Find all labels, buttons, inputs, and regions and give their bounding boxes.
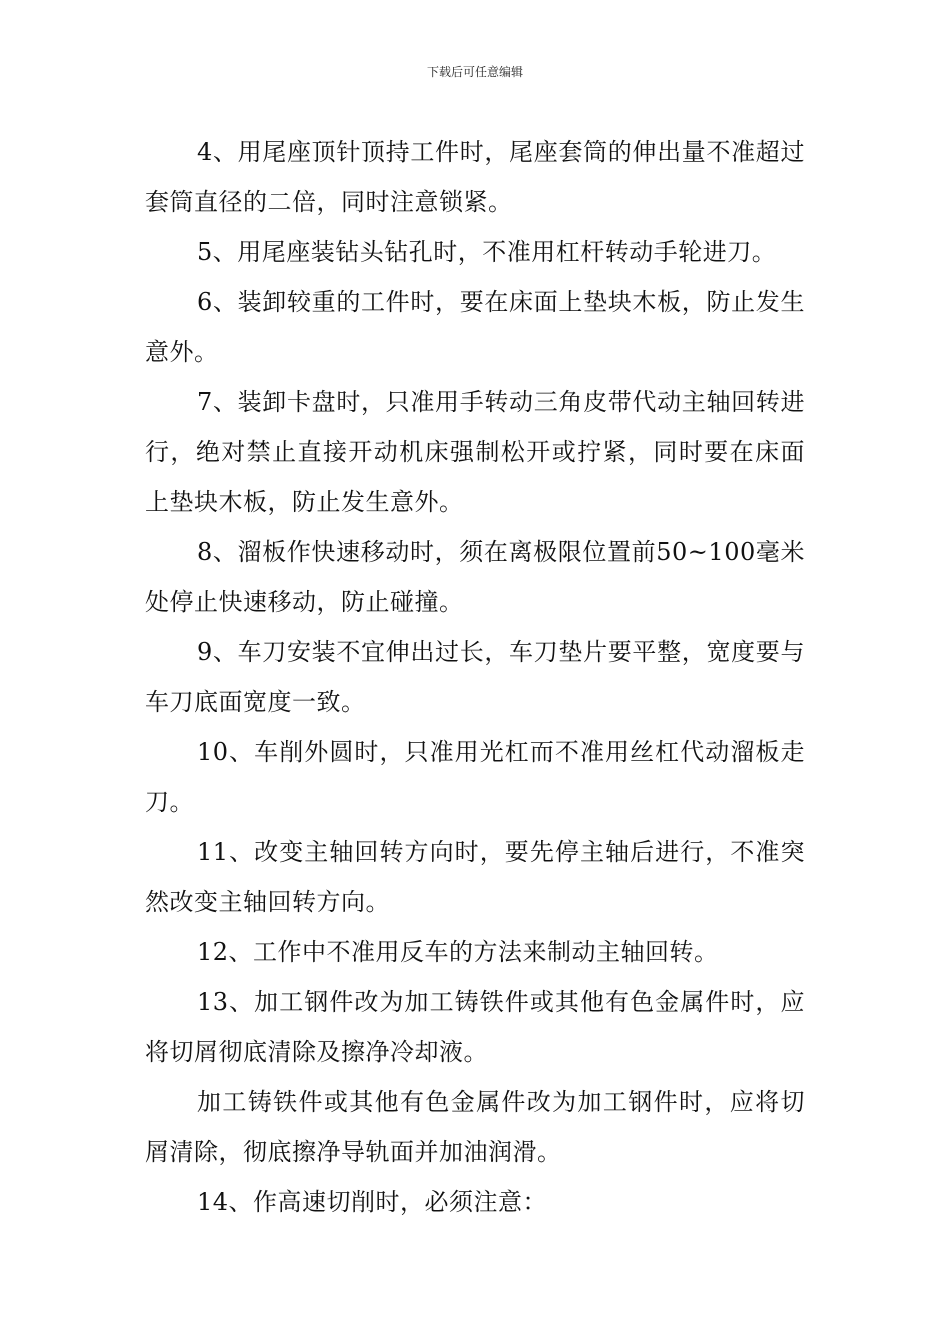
paragraph-13: 13、加工钢件改为加工铸铁件或其他有色金属件时，应将切屑彻底清除及擦净冷却液。	[145, 988, 805, 1066]
paragraph-8: 8、溜板作快速移动时，须在离极限位置前50~100毫米处停止快速移动，防止碰撞。	[145, 538, 805, 616]
paragraph-12: 12、工作中不准用反车的方法来制动主轴回转。	[197, 938, 719, 966]
paragraph-11: 11、改变主轴回转方向时，要先停主轴后进行，不准突然改变主轴回转方向。	[145, 838, 805, 916]
paragraph-13-continued: 加工铸铁件或其他有色金属件改为加工钢件时，应将切屑清除，彻底擦净导轨面并加油润滑。	[145, 1088, 805, 1166]
paragraph-6: 6、装卸较重的工件时，要在床面上垫块木板，防止发生意外。	[145, 288, 805, 366]
paragraph-9: 9、车刀安装不宜伸出过长，车刀垫片要平整，宽度要与车刀底面宽度一致。	[145, 638, 805, 716]
document-body	[145, 127, 805, 1227]
paragraph-14: 14、作高速切削时，必须注意：	[197, 1188, 548, 1216]
paragraph-4: 4、用尾座顶针顶持工件时，尾座套筒的伸出量不准超过套筒直径的二倍，同时注意锁紧。	[145, 138, 805, 216]
paragraph-7: 7、装卸卡盘时，只准用手转动三角皮带代动主轴回转进行，绝对禁止直接开动机床强制松开或拧紧，同时要在床面上垫块木板，防止发生意外。	[145, 388, 805, 516]
paragraph-10: 10、车削外圆时，只准用光杠而不准用丝杠代动溜板走刀。	[145, 738, 805, 816]
page-header: 下载后可任意编辑	[426, 65, 523, 79]
paragraph-5: 5、用尾座装钻头钻孔时，不准用杠杆转动手轮进刀。	[197, 238, 777, 266]
